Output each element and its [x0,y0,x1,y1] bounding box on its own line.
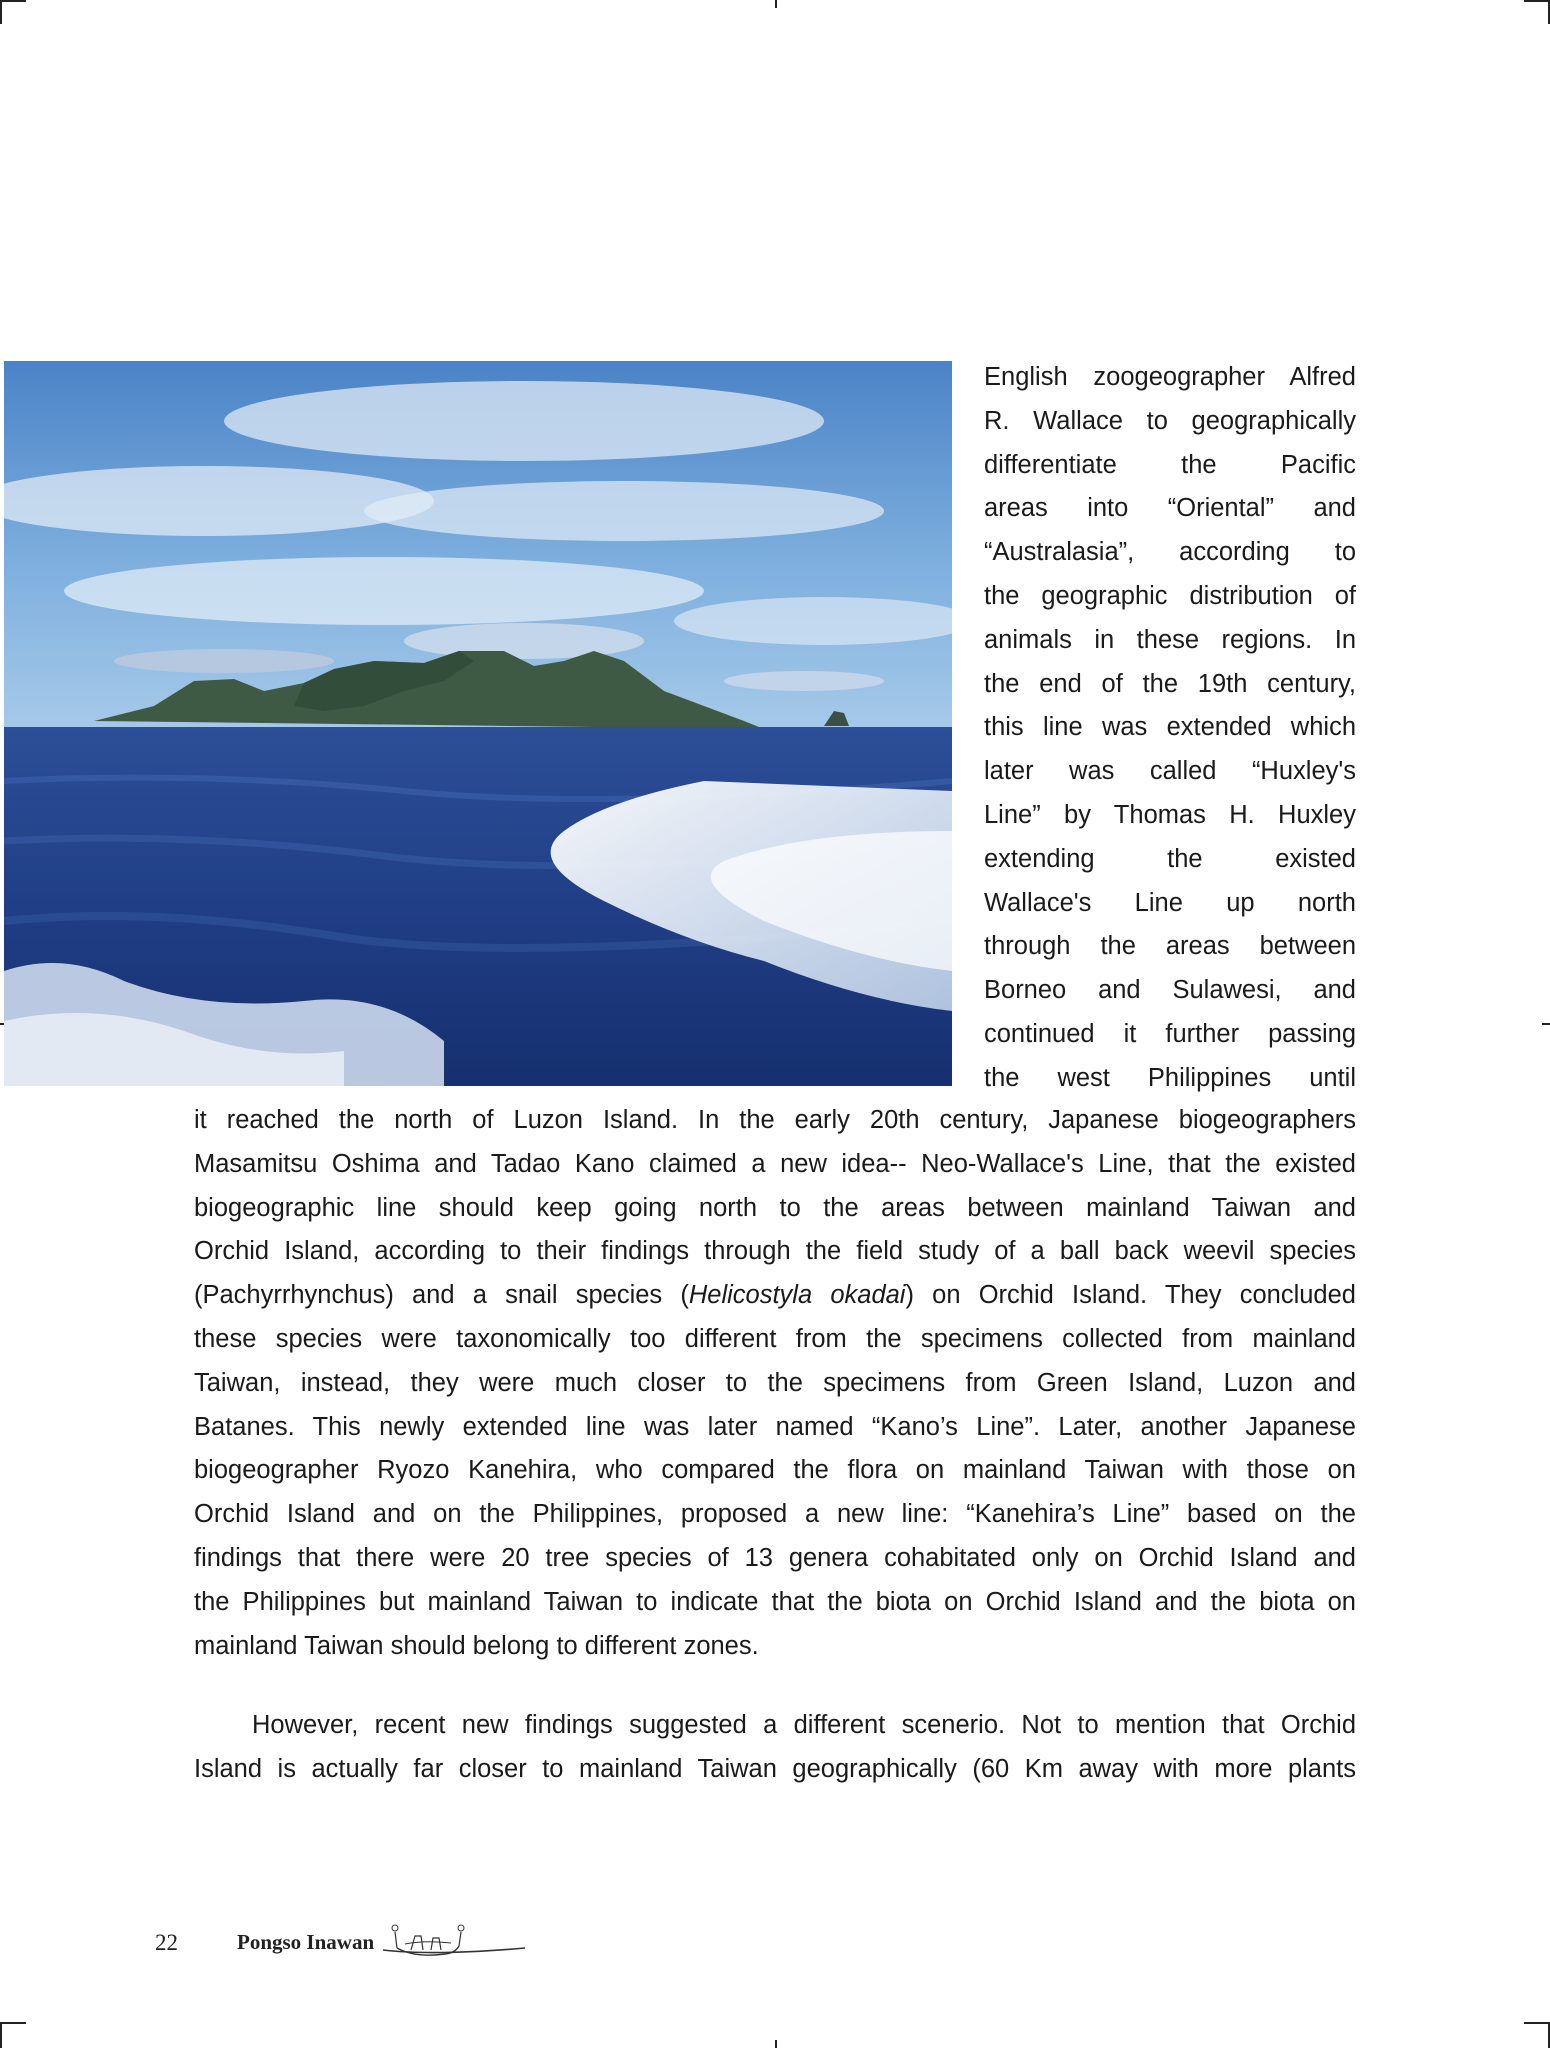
text-line: continued it further passing [984,1019,1356,1048]
text-line: later was called “Huxley's [984,757,1356,786]
body-paragraph [194,1099,1356,1668]
island-seascape-icon [4,361,952,1086]
crop-mark [0,0,2,24]
crop-mark [0,2022,26,2024]
text-line: differentiate the Pacific [984,450,1356,479]
text-line: R. Wallace to geographically [984,406,1356,435]
text-line: through the areas between [984,932,1356,961]
text-line: However, recent new findings suggested a different scenerio. Not to mention that Orchid [252,1711,1356,1739]
text-line: Line” by Thomas H. Huxley [984,800,1356,829]
second-paragraph [194,1704,1356,1792]
text-segment: (Pachyrrhynchus) and a snail species ( [194,1281,689,1310]
text-line: Island is actually far closer to mainland Taiwan geographically (60 Km away with more plants [194,1754,1356,1783]
text-line: extending the existed [984,844,1356,873]
text-line: mainland Taiwan should belong to different zones. [194,1631,759,1660]
crop-mark [775,2040,777,2048]
text-line: it reached the north of Luzon Island. In the early 20th century, Japanese biogeographers [194,1106,1356,1134]
column-text [984,356,1356,1101]
text-line: the geographic distribution of [984,581,1356,610]
text-line: English zoogeographer Alfred [984,363,1356,391]
crop-mark [775,0,777,8]
book-title: Pongso Inawan [237,1930,375,1954]
crop-mark [1524,2022,1550,2024]
text-line: Masamitsu Oshima and Tadao Kano claimed a new idea-- Neo-Wallace's Line, that the existed [194,1149,1356,1178]
text-line: Taiwan, instead, they were much closer to the specimens from Green Island, Luzon and [194,1368,1356,1397]
text-line: Orchid Island, according to their findings through the field study of a ball back weevil species [194,1237,1356,1266]
crop-mark [0,2024,2,2048]
text-line [194,1274,1356,1318]
crop-mark [1524,0,1550,2]
text-line: Wallace's Line up north [984,888,1356,917]
text-line: these species were taxonomically too different from the specimens collected from mainland [194,1324,1356,1353]
text-segment: ) on Orchid Island. They concluded [905,1281,1356,1310]
canoe-logo-icon [375,1910,535,1966]
text-line: the end of the 19th century, [984,669,1356,698]
crop-mark [0,0,26,2]
page-number: 22 [155,1930,178,1955]
text-line: areas into “Oriental” and [984,494,1356,523]
text-line: animals in these regions. In [984,625,1356,654]
text-line: “Australasia”, according to [984,538,1356,567]
text-line: Borneo and Sulawesi, and [984,976,1356,1005]
text-line: biogeographic line should keep going north to the areas between mainland Taiwan and [194,1193,1356,1222]
text-line: findings that there were 20 tree species of 13 genera cohabitated only on Orchid Island and [194,1543,1356,1572]
crop-mark [1542,1023,1550,1025]
island-photo [4,361,952,1086]
text-line: Batanes. This newly extended line was later named “Kano’s Line”. Later, another Japanese [194,1412,1356,1441]
text-line: Orchid Island and on the Philippines, proposed a new line: “Kanehira’s Line” based on the [194,1500,1356,1529]
text-line: the west Philippines until [984,1063,1356,1092]
species-name: Helicostyla okadai [688,1281,906,1310]
text-line: the Philippines but mainland Taiwan to indicate that the biota on Orchid Island and the biota on [194,1587,1356,1616]
text-line: this line was extended which [984,713,1356,742]
text-line: biogeographer Ryozo Kanehira, who compared the flora on mainland Taiwan with those on [194,1456,1356,1485]
